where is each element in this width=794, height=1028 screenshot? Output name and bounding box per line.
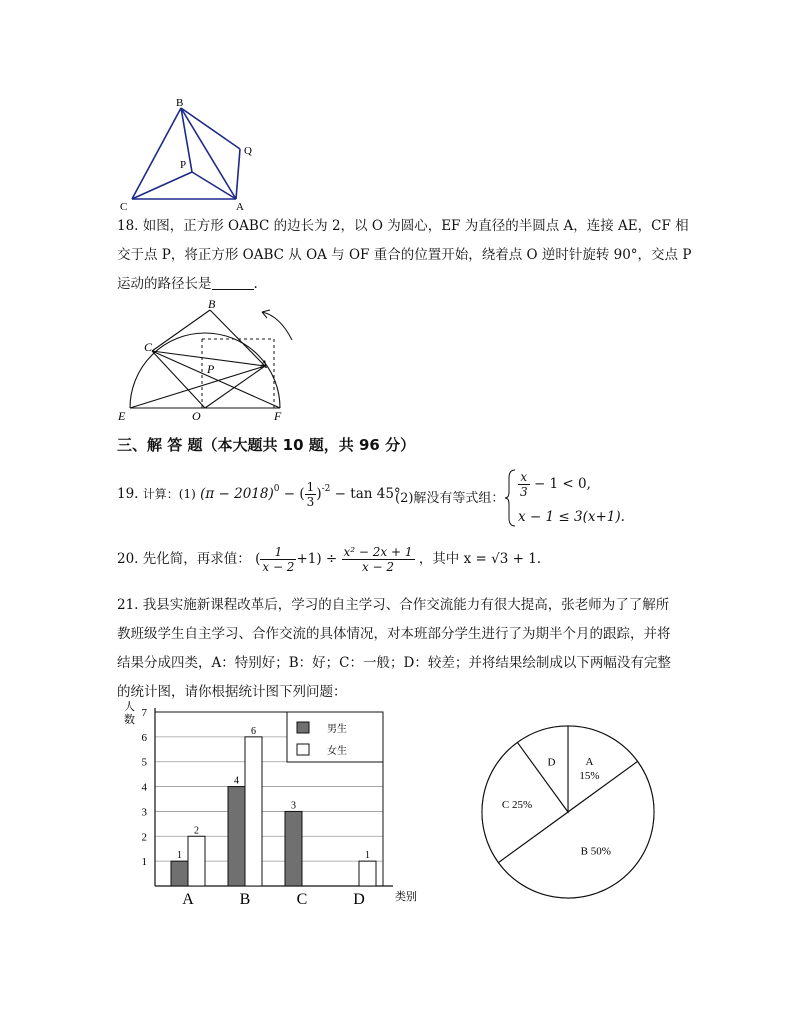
pie-chart [478, 722, 658, 902]
q18-line3-end: . [253, 276, 258, 292]
q21-line3: 结果分成四类，A：特别好；B：好；C：一般；D：较差；并将结果绘制成以下两幅没有完整 [117, 655, 671, 671]
fig17-label-Q: Q [244, 145, 252, 157]
q19-minus: − [283, 486, 296, 502]
q18-line3-wrap [117, 270, 697, 299]
bar-女生-A [188, 836, 205, 886]
q19-exp-neg2: -2 [321, 484, 331, 494]
q19-ineq1-rest: − 1 < 0, [533, 476, 591, 492]
q18-line1: 18. 如图，正方形 OABC 的边长为 2，以 O 为圆心，EF 为直径的半圆点 A，连接 AE，CF 相 [117, 218, 689, 234]
legend-label: 男生 [327, 724, 347, 735]
q21-line4: 的统计图，请你根据统计图下列问题： [117, 684, 347, 700]
bar-value-label: 1 [177, 850, 182, 862]
bar-男生-A [171, 861, 188, 886]
q19-expr-a: (π − 2018) [200, 486, 274, 502]
fig17-label-C: C [120, 201, 128, 212]
fig18-label-E: E [118, 409, 126, 423]
pie-label-D: D [547, 756, 556, 769]
y-axis-label: 人数 [124, 701, 135, 726]
question-21 [117, 591, 697, 707]
x-tick-label: D [353, 891, 365, 908]
q20-label: 先化简，再求值： [142, 551, 251, 567]
fig17-label-B: B [176, 97, 184, 109]
fig17-label-A: A [236, 201, 244, 212]
fig18-label-O: O [192, 409, 201, 423]
q21-line2: 教班级学生自主学习、合作交流的具体情况，对本班部分学生进行了为期半个月的跟踪，并将 [117, 626, 671, 642]
q19-inequality-2: x − 1 ≤ 3(x+1). [518, 509, 625, 525]
y-tick-label: 3 [141, 806, 147, 819]
bar-男生-C [285, 811, 302, 886]
q18-line3: 运动的路径长是 [117, 276, 212, 292]
q18-line2: 交于点 P，将正方形 OABC 从 OA 与 OF 重合的位置开始，绕着点 O 逆时针旋转 90°，交点 P [117, 247, 692, 263]
q19-inequality-1 [518, 470, 591, 499]
answer-blank [212, 275, 254, 290]
q21-line1: 21. 我县实施新课程改革后，学习的自主学习、合作交流能力有很大提高，张老师为了了解所 [117, 597, 670, 613]
bar-女生-B [245, 737, 262, 886]
bar-value-label: 4 [234, 775, 239, 787]
section-3-heading: 三、解 答 题（本大题共 10 题，共 96 分） [117, 436, 416, 454]
bar-value-label: 1 [365, 850, 370, 862]
q19-tan: − tan 45° [334, 486, 401, 502]
y-tick-label: 5 [141, 756, 147, 769]
y-tick-label: 6 [141, 731, 147, 744]
y-tick-label: 1 [141, 856, 147, 869]
question-18 [117, 212, 697, 299]
bar-value-label: 6 [251, 725, 256, 737]
question-20 [117, 545, 541, 574]
figure-18-geometry [110, 298, 310, 426]
bar-chart [115, 700, 420, 910]
x-tick-label: B [239, 891, 251, 908]
q19-brace [505, 468, 517, 528]
q20-plus: +1) ÷ [296, 551, 338, 567]
bar-男生-B [228, 787, 245, 886]
q19-number: 19. [117, 486, 139, 502]
fig18-label-C: C [144, 340, 153, 354]
q19-part1-label: 计算：(1) [142, 487, 196, 501]
y-tick-label: 2 [141, 831, 147, 844]
q19-ineq1-frac: $\frac{x}{3}$ [520, 470, 528, 499]
q19-fraction: $\frac{1}{3}$ [306, 480, 315, 509]
q20-fraction-2: $\frac{\text{x² − 2x + 1}}{x - 2}$ [343, 545, 413, 574]
pie-label-B: B 50% [580, 845, 611, 858]
fig18-label-B: B [208, 298, 216, 311]
legend-swatch-男生 [297, 722, 309, 733]
fig17-label-P: P [180, 159, 187, 171]
q20-fraction-1: $\frac{1}{x - 2}$ [262, 545, 295, 574]
q20-open: ( [255, 551, 261, 567]
fig18-label-P: P [207, 362, 215, 376]
pie-label-C: C 25% [501, 798, 533, 811]
x-tick-label: C [296, 891, 308, 908]
x-axis-label: 类别 [395, 891, 417, 903]
figure-17-geometry [110, 92, 270, 212]
question-19: 19. 计算：(1) $(\pi - 2018)^0$ − ( $\frac{1}{3}$ )$^{-2}$ − tan 45° [117, 480, 401, 509]
q19-part2-label: (2)解没有等式组： [395, 491, 505, 506]
bar-value-label: 2 [194, 825, 199, 837]
q19-exp0: 0 [273, 484, 280, 494]
y-tick-label: 7 [141, 707, 147, 719]
pie-value-A: 15% [579, 769, 600, 782]
fig18-label-F: F [274, 409, 282, 423]
fig18-label-A: A [260, 357, 268, 371]
bar-value-label: 3 [291, 800, 296, 812]
legend-label: 女生 [327, 746, 347, 757]
x-tick-label: A [182, 891, 194, 908]
q20-tail: ，其中 x = √3 + 1. [418, 551, 542, 567]
q20-number: 20. [117, 551, 139, 567]
legend-swatch-女生 [297, 744, 309, 755]
bar-女生-D [359, 861, 376, 886]
y-tick-label: 4 [141, 781, 147, 794]
pie-label-A: A [585, 755, 594, 768]
